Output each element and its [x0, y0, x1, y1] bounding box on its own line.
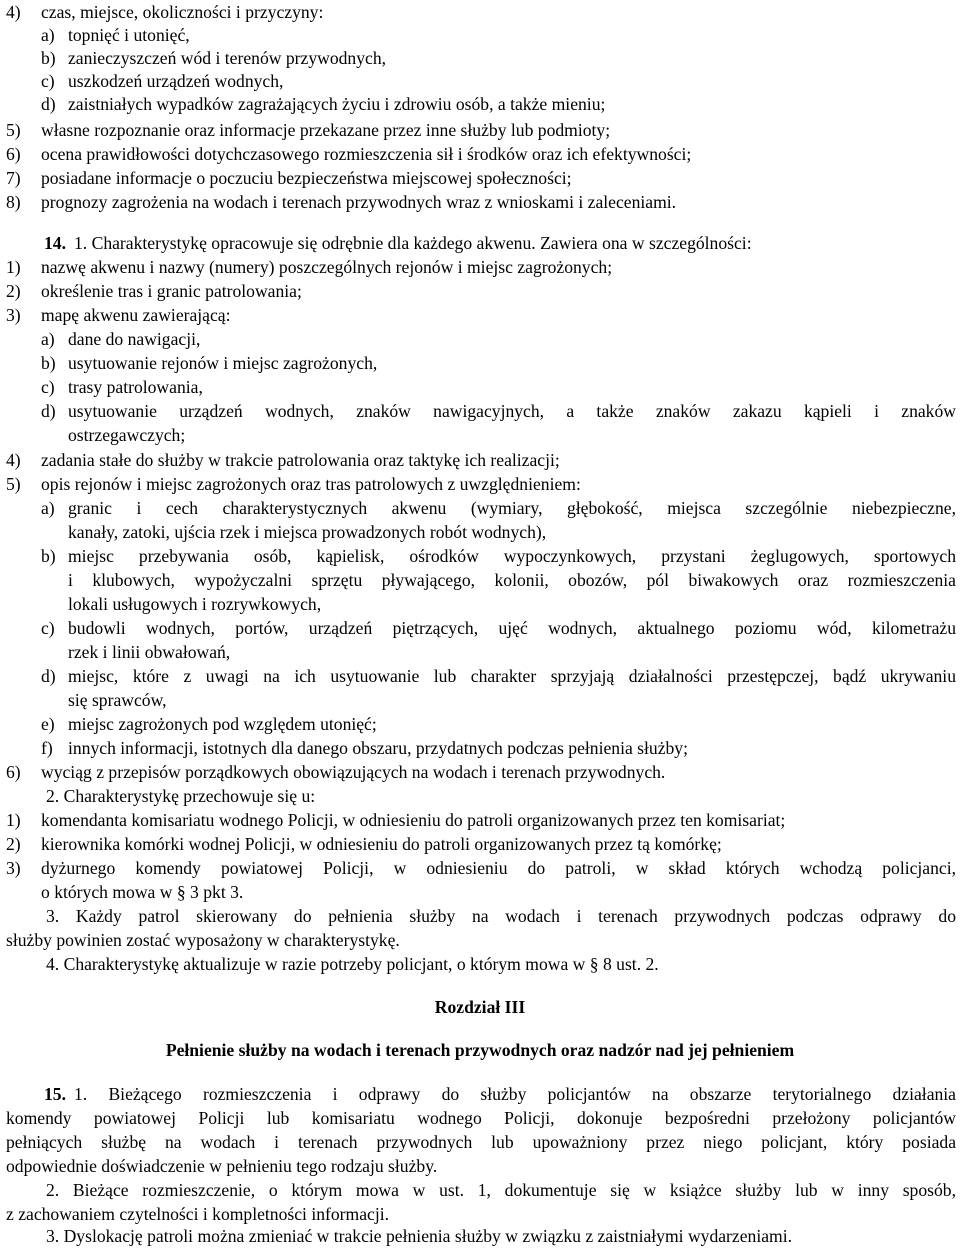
chapter-title: Rozdział III — [434, 997, 526, 1017]
sublist-label: f) — [41, 738, 53, 758]
list-number: 4) — [6, 2, 21, 22]
section-mark: 15. — [44, 1084, 66, 1104]
paragraph: odpowiednie doświadczenie w pełnieniu tego rodzaju służby. — [6, 1156, 438, 1176]
list-number: 3) — [6, 305, 21, 325]
paragraph: 3. Każdy patrol skierowany do pełnienia służby na wodach i terenach przywodnych podczas odprawy do — [46, 906, 956, 926]
list-number: 2) — [6, 834, 21, 854]
list-number: 5) — [6, 120, 21, 140]
paragraph: pełniących służbę na wodach i terenach przywodnych lub upoważniony przez niego policjant, który posiada — [6, 1132, 956, 1152]
list-number: 5) — [6, 474, 21, 494]
sublist-item-text: kanały, zatoki, ujścia rzek i miejsca prowadzonych robót wodnych), — [68, 522, 547, 542]
sublist-item-text: innych informacji, istotnych dla danego obszaru, przydatnych podczas pełnienia służby; — [68, 738, 688, 758]
section-mark: 14. — [44, 233, 66, 253]
list-number: 8) — [6, 192, 21, 212]
list-number: 1) — [6, 810, 21, 830]
sublist-item-text: zaistniałych wypadków zagrażających życiu i zdrowiu osób, a także mieniu; — [68, 94, 606, 114]
sublist-item-text: granic i cech charakterystycznych akwenu (wymiary, głębokość, miejsca szczególnie niebezpieczne, — [68, 498, 956, 518]
sublist-item-text: miejsc, które z uwagi na ich usytuowanie lub charakter sprzyjają działalności przestępczej, bądź ukrywaniu — [68, 666, 956, 686]
sublist-item-text: miejsc przebywania osób, kąpielisk, ośrodków wypoczynkowych, przystani żeglugowych, sportowych — [68, 546, 956, 566]
list-number: 6) — [6, 762, 21, 782]
sublist-label: c) — [41, 377, 55, 397]
list-number: 7) — [6, 168, 21, 188]
sublist-item-text: się sprawców, — [68, 690, 167, 710]
list-item-text: o których mowa w § 3 pkt 3. — [41, 882, 244, 902]
sublist-item-text: usytuowanie rejonów i miejsc zagrożonych, — [68, 353, 378, 373]
sublist-item-text: ostrzegawczych; — [68, 425, 186, 445]
sublist-item-text: usytuowanie urządzeń wodnych, znaków nawigacyjnych, a także znaków zakazu kąpieli i znaków — [68, 401, 956, 421]
paragraph: służby powinien zostać wyposażony w charakterystykę. — [6, 930, 400, 950]
paragraph: 2. Bieżące rozmieszczenie, o którym mowa w ust. 1, dokumentuje się w książce służby lub w inny sposób, — [46, 1180, 956, 1200]
list-item-text: wyciąg z przepisów porządkowych obowiązujących na wodach i terenach przywodnych. — [41, 762, 666, 782]
sublist-item-text: dane do nawigacji, — [68, 329, 201, 349]
sublist-item-text: i klubowych, wypożyczalni sprzętu pływającego, kolonii, obozów, pól biwakowych oraz rozmieszczenia — [68, 570, 956, 590]
list-number: 6) — [6, 144, 21, 164]
list-item-text: zadania stałe do służby w trakcie patrolowania oraz taktykę ich realizacji; — [41, 450, 560, 470]
sublist-item-text: miejsc zagrożonych pod względem utonięć; — [68, 714, 377, 734]
sublist-label: b) — [41, 353, 56, 373]
list-item-text: prognozy zagrożenia na wodach i terenach przywodnych wraz z wnioskami i zaleceniami. — [41, 192, 677, 212]
sublist-label: a) — [41, 329, 55, 349]
section-intro: 1. Charakterystykę opracowuje się odrębnie dla każdego akwenu. Zawiera ona w szczególności: — [74, 233, 752, 253]
list-number: 3) — [6, 858, 21, 878]
sublist-item-text: budowli wodnych, portów, urządzeń piętrzących, ujęć wodnych, aktualnego poziomu wód, kilometrażu — [68, 618, 956, 638]
list-item-text: opis rejonów i miejsc zagrożonych oraz tras patrolowych z uwzględnieniem: — [41, 474, 581, 494]
sublist-label: d) — [41, 666, 56, 686]
list-item-text: posiadane informacje o poczuciu bezpieczeństwa miejscowej społeczności; — [41, 168, 572, 188]
list-number: 2) — [6, 281, 21, 301]
list-item-text: dyżurnego komendy powiatowej Policji, w odniesieniu do patroli, w skład których wchodzą policjanci, — [41, 858, 956, 878]
paragraph: 1. Bieżącego rozmieszczenia i odprawy do służby policjantów na obszarze terytorialnego działania — [74, 1084, 956, 1104]
sublist-label: e) — [41, 714, 55, 734]
sublist-item-text: zanieczyszczeń wód i terenów przywodnych, — [68, 48, 387, 68]
sublist-label: d) — [41, 94, 56, 114]
paragraph: komendy powiatowej Policji lub komisariatu wodnego Policji, dokonuje bezpośredni przełożony policjantów — [6, 1108, 956, 1128]
list-item-text: nazwę akwenu i nazwy (numery) poszczególnych rejonów i miejsc zagrożonych; — [41, 257, 613, 277]
sublist-item-text: topnięć i utonięć, — [68, 25, 190, 45]
sublist-label: c) — [41, 618, 55, 638]
list-item-text: własne rozpoznanie oraz informacje przekazane przez inne służby lub podmioty; — [41, 120, 611, 140]
sublist-label: d) — [41, 401, 56, 421]
list-item-text: określenie tras i granic patrolowania; — [41, 281, 302, 301]
list-item-text: ocena prawidłowości dotychczasowego rozmieszczenia sił i środków oraz ich efektywności; — [41, 144, 692, 164]
sublist-label: c) — [41, 71, 55, 91]
paragraph: z zachowaniem czytelności i kompletności informacji. — [6, 1204, 390, 1224]
chapter-subtitle: Pełnienie służby na wodach i terenach przywodnych oraz nadzór nad jej pełnieniem — [165, 1040, 795, 1060]
sublist-item-text: trasy patrolowania, — [68, 377, 203, 397]
sublist-label: b) — [41, 546, 56, 566]
list-item-text: czas, miejsce, okoliczności i przyczyny: — [41, 2, 324, 22]
sublist-label: a) — [41, 498, 55, 518]
sublist-label: b) — [41, 48, 56, 68]
list-number: 1) — [6, 257, 21, 277]
sublist-item-text: uszkodzeń urządzeń wodnych, — [68, 71, 284, 91]
list-item-text: mapę akwenu zawierającą: — [41, 305, 231, 325]
sublist-item-text: rzek i linii obwałowań, — [68, 642, 231, 662]
paragraph: 2. Charakterystykę przechowuje się u: — [46, 786, 316, 806]
paragraph: 3. Dyslokację patroli można zmieniać w trakcie pełnienia służby w związku z zaistniałymi wydarzeniami. — [46, 1226, 792, 1246]
sublist-item-text: lokali usługowych i rozrywkowych, — [68, 594, 322, 614]
list-number: 4) — [6, 450, 21, 470]
list-item-text: komendanta komisariatu wodnego Policji, w odniesieniu do patroli organizowanych przez ten komisariat; — [41, 810, 786, 830]
paragraph: 4. Charakterystykę aktualizuje w razie potrzeby policjant, o którym mowa w § 8 ust. 2. — [46, 954, 659, 974]
sublist-label: a) — [41, 25, 55, 45]
list-item-text: kierownika komórki wodnej Policji, w odniesieniu do patroli organizowanych przez tą komórkę; — [41, 834, 722, 854]
